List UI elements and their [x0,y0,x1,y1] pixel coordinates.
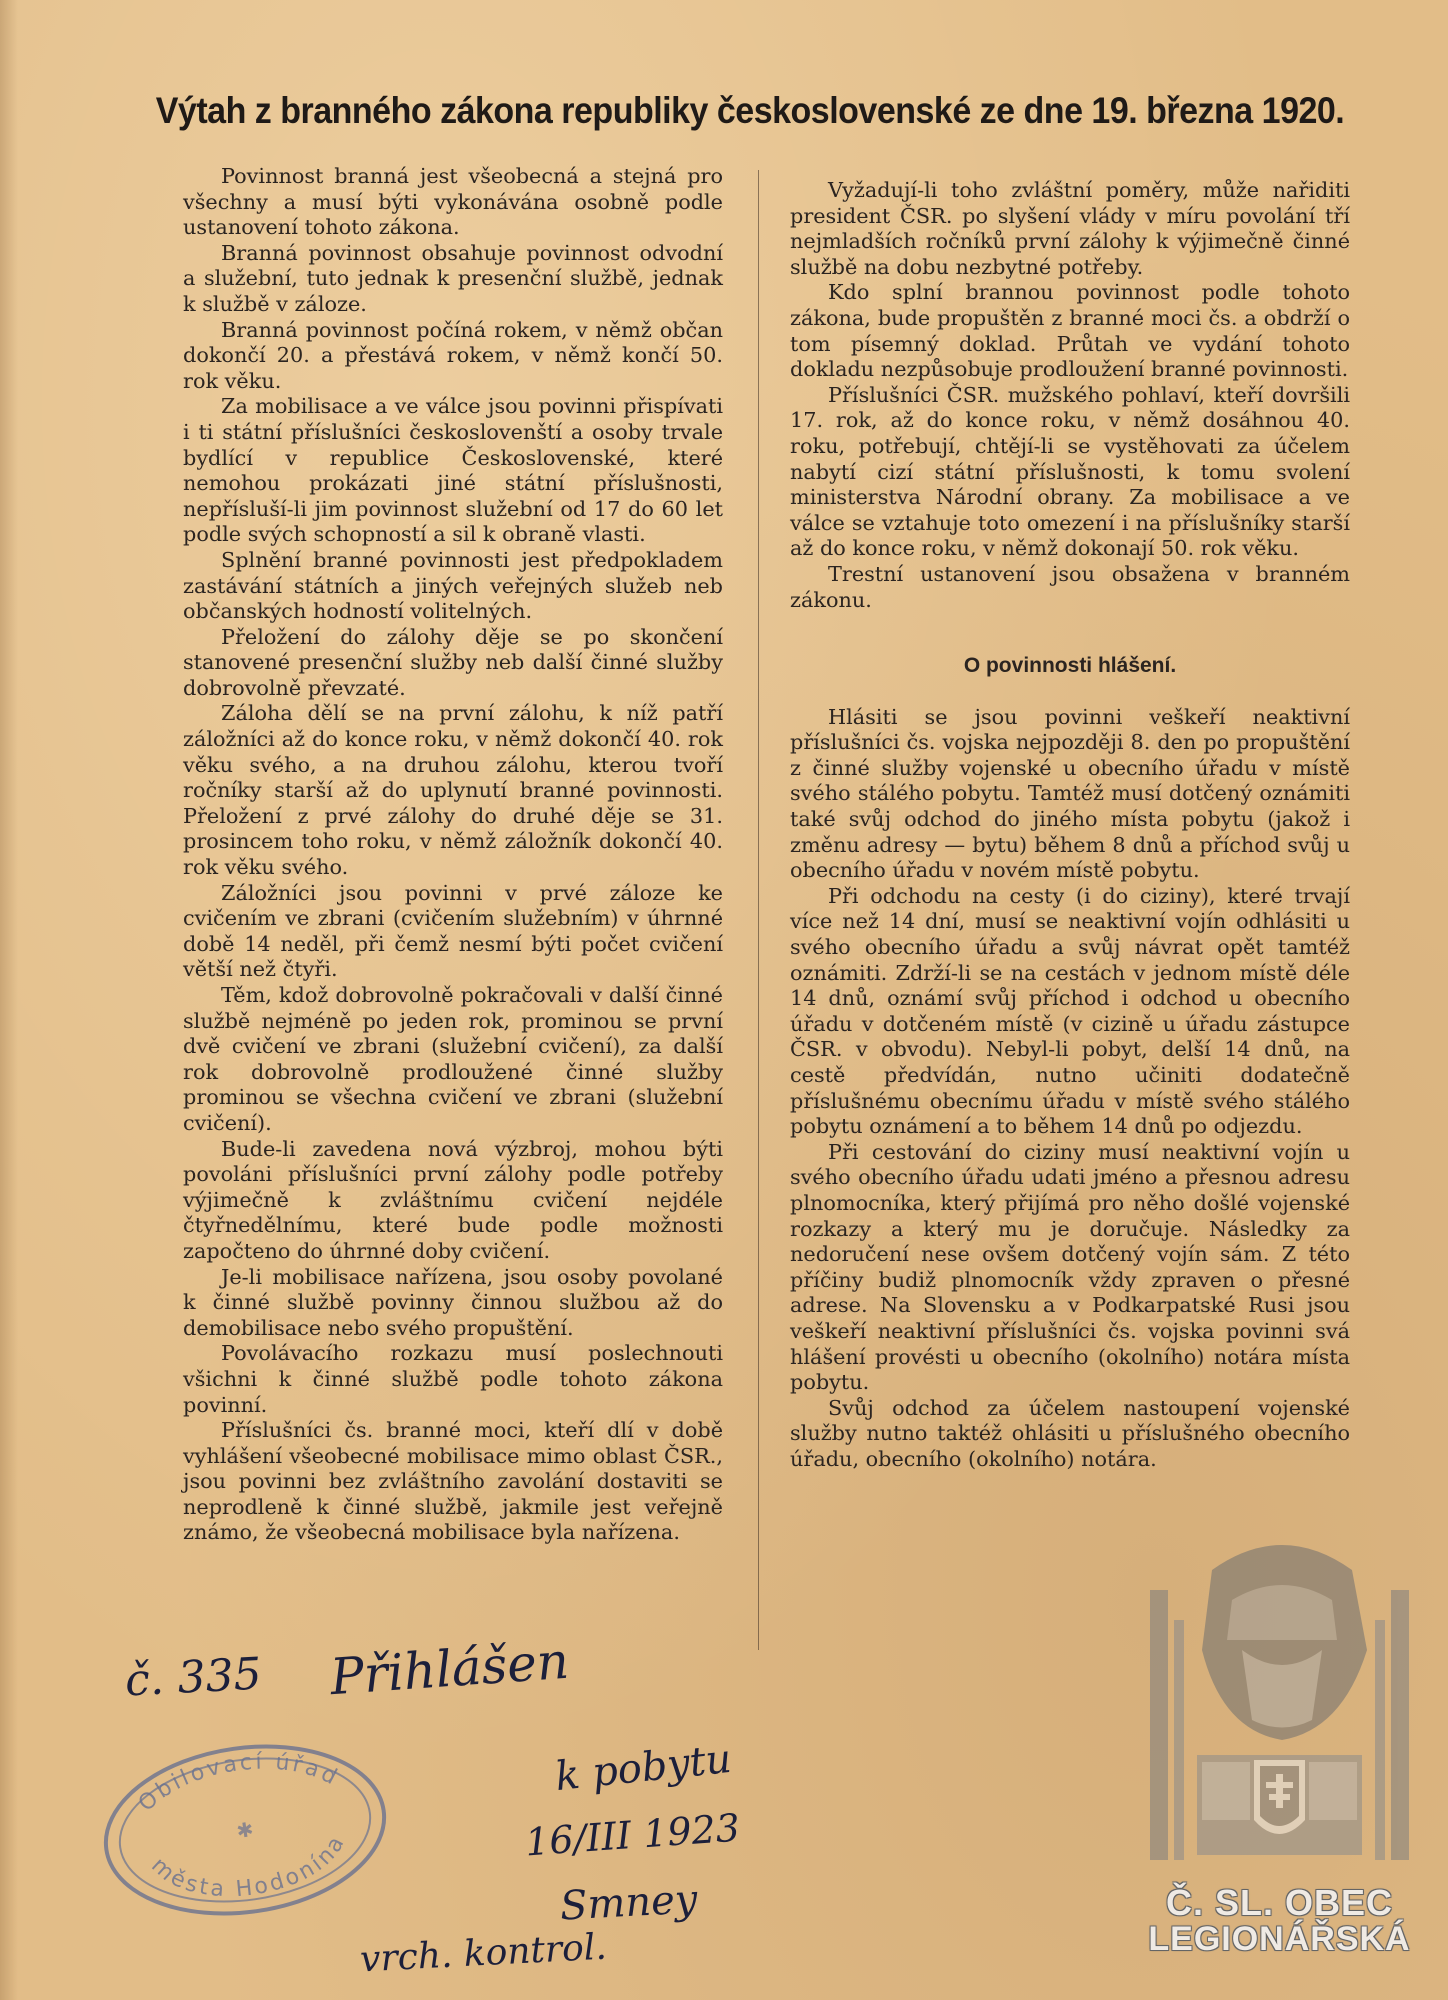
section-heading: O povinnosti hlášení. [963,654,1177,678]
handwritten-signature: Smney [558,1876,699,1930]
paragraph: Vyžadují-li toho zvláštní poměry, může nařiditi president ČSR. po slyšení vlády v míru povolání tří nejmladších ročníků první zálohy k výjimečně činné službě na dobu nezbytné potřeby. [790,178,1350,279]
document-title: Výtah z branného zákona republiky československé ze dne 19. března 1920. [155,90,1345,132]
paragraph: Záloha dělí se na první zálohu, k níž patří záložníci až do konce roku, v němž dokončí 40. rok věku svého, a na druhou zálohu, kterou tvoří ročníky starší až do uplynutí branné povinnosti. Přeložení z prvé zálohy do druhé děje se 31. prosincem toho roku, v němž záložník dokončí 40. rok věku svého. [183,701,723,880]
watermark-line-2: LEGIONÁŘSKÁ [1148,1920,1411,1958]
office-stamp [83,1715,407,1945]
paragraph: Povolávacího rozkazu musí poslechnouti všichni k činné službě podle tohoto zákona povinní. [183,1341,723,1417]
paragraph: Při odchodu na cesty (i do ciziny), které trvají více než 14 dní, musí se neaktivní vojín odhlásiti u svého obecního úřadu a svůj návrat opět tamtéž oznámiti. Zdrží-li se na cestách v jednom místě déle 14 dnů, oznámí svůj příchod i odchod u obecního úřadu v dotčeném místě (v cizině u úřadu zástupce ČSR. v obvodu). Nebyl-li pobyt, delší 14 dnů, na cestě předvídán, nutno učiniti dodatečně příslušnému obecnímu úřadu v místě svého stálého pobytu oznámení a to během 14 dnů po odjezdu. [790,883,1350,1139]
svg-text:města Hodonína: města Hodonína [146,1830,351,1903]
paragraph: Příslušníci čs. branné moci, kteří dlí v době vyhlášení všeobecné mobilisace mimo oblast ČSR., jsou povinni bez zvláštního zavolání dostaviti se neprodleně k činné službě, jakmile jest veřejně známo, že všeobecná mobilisace byla nařízena. [183,1418,723,1545]
right-column [790,178,1350,1473]
paragraph: Branná povinnost obsahuje povinnost odvodní a služební, tuto jednak k presenční službě, jednak k službě v záloze. [183,240,723,316]
paragraph: Bude-li zavedena nová výzbroj, mohou býti povoláni příslušníci první zálohy podle potřeby výjimečně k zvláštnímu cvičení nejdéle čtyřnedělnímu, které bude podle možnosti započteno do úhrnné doby cvičení. [183,1136,723,1263]
paragraph: Splnění branné povinnosti jest předpokladem zastávání státních a jiných veřejných služeb neb občanských hodností volitelných. [183,547,723,624]
svg-text:Obilovací úřad: Obilovací úřad [133,1749,344,1817]
paragraph: Povinnost branná jest všeobecná a stejná pro všechny a musí býti vykonávána osobně podle ustanovení tohoto zákona. [183,164,723,240]
handwritten-title: vrch. kontrol. [359,1926,608,1981]
column-divider [758,170,759,1650]
paragraph: Hlásiti se jsou povinni veškeří neaktivní příslušníci čs. vojska nejpozději 8. den po propuštění z činné služby vojenské u obecního úřadu v místě svého stálého pobytu. Tamtéž musí dotčený oznámiti také svůj odchod do jiného místa pobytu (jakož i změnu adresy — bytu) během 8 dnů a příchod svůj u obecního úřadu v novém místě pobytu. [790,704,1350,883]
paragraph: Branná povinnost počíná rokem, v němž občan dokončí 20. a přestává rokem, v němž končí 50. rok věku. [183,317,723,393]
paragraph: Těm, kdož dobrovolně pokračovali v další činné službě nejméně po jeden rok, prominou se první dvě cvičení ve zbrani (služební cvičení), za další rok dobrovolně prodloužené činné služby prominou se všechna cvičení ve zbrani (služební cvičení). [183,983,723,1135]
paragraph: Záložníci jsou povinni v prvé záloze ke cvičením ve zbrani (cvičením služebním) v úhrnné době 14 neděl, při čemž nesmí býti počet cvičení větší než čtyři. [183,880,723,982]
paragraph: Je-li mobilisace nařízena, jsou osoby povolané k činné službě povinny činnou službou až do demobilisace nebo svého propuštění. [183,1264,723,1340]
paragraph: Svůj odchod za účelem nastoupení vojenské služby nutno taktéž ohlásiti u příslušného obecního úřadu, obecního (okolního) notára. [790,1395,1350,1471]
paragraph: Přeložení do zálohy děje se po skončení stanovené presenční služby neb další činné služby dobrovolně převzaté. [183,624,723,700]
handwritten-residence: k pobytu [553,1735,734,1801]
svg-text:✱: ✱ [235,1816,255,1844]
paragraph: Kdo splní brannou povinnost podle tohoto zákona, bude propuštěn z branné moci čs. a obdrží o tom písemný doklad. Průtah ve vydání tohoto dokladu nezpůsobuje prodloužení branné povinnosti. [790,280,1350,382]
paragraph: Příslušníci ČSR. mužského pohlaví, kteří dovršili 17. rok, až do konce roku, v němž dosáhnou 40. roku, potřebují, chtějí-li se vystěhovati za účelem nabytí cizí státní příslušnosti, k tomu svolení ministerstva Národní obrany. Za mobilisace a ve válce se vztahuje toto omezení i na příslušníky starší až do konce roku, v němž dokonají 50. rok věku. [790,382,1350,561]
paper-edge-shadow [0,0,18,2000]
left-column [183,164,723,1546]
watermark-line-1: Č. SL. OBEC [1165,1882,1394,1923]
handwritten-date: 16/III 1923 [523,1805,742,1865]
paragraph: Trestní ustanovení jsou obsažena v branném zákonu. [790,561,1350,612]
handwritten-registered: Přihlášen [328,1631,571,1707]
handwritten-number: č. 335 [123,1648,263,1707]
paragraph: Při cestování do ciziny musí neaktivní vojín u svého obecního úřadu udati jméno a přesnou adresu plnomocníka, který přijímá pro něho došlé vojenské rozkazy a který mu je doručuje. Následky za nedoručení nese ovšem dotčený vojín sám. Z této příčiny budiž plnomocník vždy zpraven o přesné adrese. Na Slovensku a v Podkarpatské Rusi jsou veškeří neaktivní příslušníci čs. vojska povinni svá hlášení provésti u obecního (okolního) notára místa pobytu. [790,1139,1350,1395]
paragraph: Za mobilisace a ve válce jsou povinni přispívati i ti státní příslušníci českoslovenští a osoby trvale bydlící v republice Československé, které nemohou prokázati jiné státní příslušnosti, nepřísluší-li jim povinnost služební od 17 do 60 let podle svých schopností a sil k obraně vlasti. [183,394,723,547]
legion-watermark-emblem [1142,1530,1417,1860]
